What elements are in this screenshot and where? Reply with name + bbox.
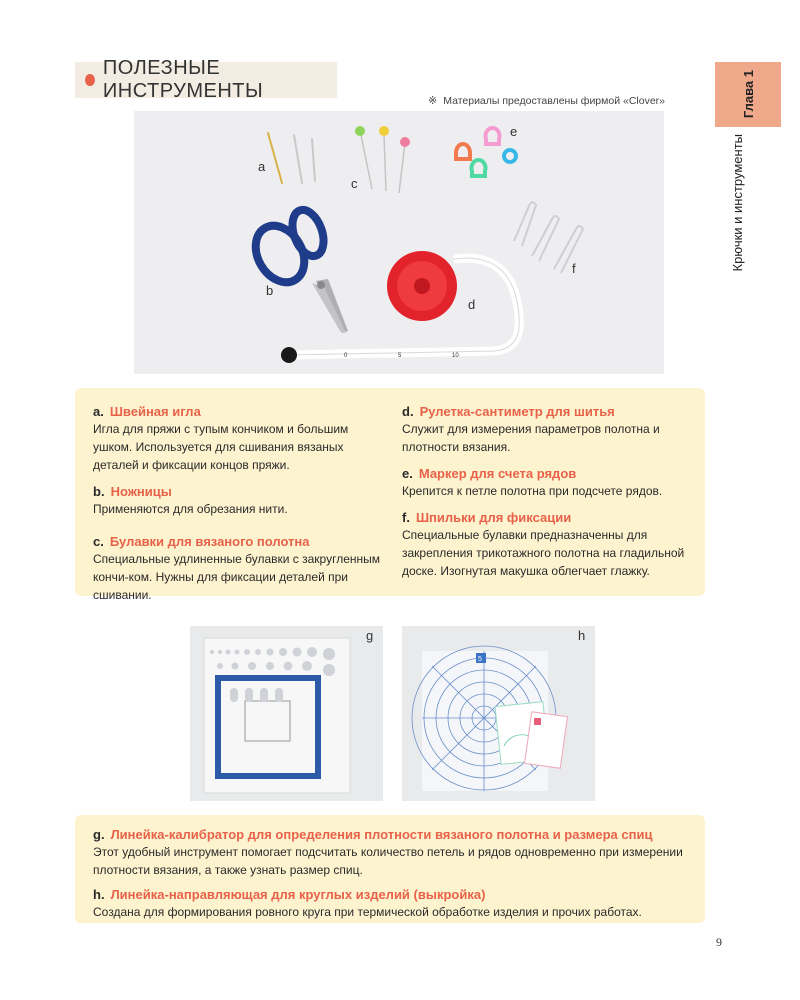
- item-name: Линейка-направляющая для круглых изделий (выкройка): [110, 887, 486, 902]
- item-c: [93, 534, 383, 604]
- item-text: Специальные удлиненные булавки с закругленным кончи-ком. Нужны для фиксации деталей при сшивании.: [93, 552, 380, 602]
- bullet-dot-icon: [85, 74, 95, 86]
- section-header: [75, 57, 337, 102]
- tools-photo: [134, 111, 664, 374]
- item-name: Швейная игла: [109, 404, 201, 419]
- item-letter: a.: [93, 404, 104, 419]
- item-text: Специальные булавки предназначенны для закрепления трикотажного полотна на гладильной доске. Изогнутая макушка облегчает глажку.: [402, 528, 685, 578]
- item-letter: f.: [402, 510, 410, 525]
- label-h: h: [578, 628, 586, 643]
- label-f: f: [572, 261, 576, 276]
- svg-text:0: 0: [344, 353, 348, 359]
- item-text: Этот удобный инструмент помогает подсчитать количество петель и рядов одновременно при измерении плотности вязания, а также узнать размер спиц.: [93, 845, 683, 877]
- item-g: [93, 827, 698, 879]
- circle-template-photo: [402, 626, 595, 801]
- chapter-tab: [715, 62, 781, 126]
- item-text: Игла для пряжи с тупым кончиком и большим ушком. Используется для сшивания вязаных деталей и фиксации концов пряжи.: [93, 422, 349, 472]
- item-letter: c.: [93, 534, 104, 549]
- item-text: Крепится к петле полотна при подсчете рядов.: [402, 484, 663, 498]
- chapter-label: Глава 1: [740, 69, 756, 119]
- svg-text:5: 5: [398, 353, 402, 359]
- item-name: Булавки для вязаного полотна: [109, 534, 310, 549]
- description-column-left: [93, 404, 383, 614]
- label-e: e: [510, 124, 518, 139]
- label-b: b: [266, 283, 274, 298]
- label-a: a: [258, 159, 266, 174]
- svg-text:10: 10: [452, 353, 459, 359]
- description-column-bottom: [93, 827, 698, 931]
- item-name: Рулетка-сантиметр для шитья: [419, 404, 615, 419]
- credit-note: [428, 94, 665, 107]
- item-d: [402, 404, 692, 456]
- item-letter: d.: [402, 404, 414, 419]
- item-f: [402, 510, 692, 580]
- label-d: d: [468, 297, 476, 312]
- gauge-ruler-photo: [190, 626, 383, 801]
- item-letter: b.: [93, 484, 105, 499]
- item-text: Применяются для обрезания нити.: [93, 502, 288, 516]
- label-c: c: [351, 176, 358, 191]
- item-name: Шпильки для фиксации: [415, 510, 572, 525]
- item-letter: g.: [93, 827, 105, 842]
- item-text: Служит для измерения параметров полотна и плотности вязания.: [402, 422, 660, 454]
- credit-text: Материалы предоставлены фирмой «Clover»: [443, 95, 666, 107]
- item-letter: e.: [402, 466, 413, 481]
- template-number: 5: [478, 656, 482, 663]
- tools-description-box: [75, 388, 705, 602]
- rulers-description-box: [75, 815, 705, 923]
- chapter-topic: [722, 134, 752, 274]
- section-title: ПОЛЕЗНЫЕ ИНСТРУМЕНТЫ: [102, 57, 264, 102]
- chapter-topic-label: Крючки и инструменты: [729, 134, 745, 272]
- chapter-tab-divider: [715, 126, 781, 127]
- item-e: [402, 466, 692, 500]
- item-a: [93, 404, 383, 474]
- label-g: g: [366, 628, 374, 643]
- item-h: [93, 887, 698, 921]
- item-letter: h.: [93, 887, 105, 902]
- item-name: Линейка-калибратор для определения плотности вязаного полотна и размера спиц: [110, 827, 653, 842]
- item-name: Маркер для счета рядов: [418, 466, 577, 481]
- description-column-right: [402, 404, 692, 590]
- item-text: Создана для формирования ровного круга при термической обработке изделия и прочих работах.: [93, 905, 642, 919]
- item-b: [93, 484, 383, 518]
- item-name: Ножницы: [110, 484, 172, 499]
- reference-mark-icon: ※: [428, 95, 438, 107]
- page-number: 9: [716, 935, 722, 949]
